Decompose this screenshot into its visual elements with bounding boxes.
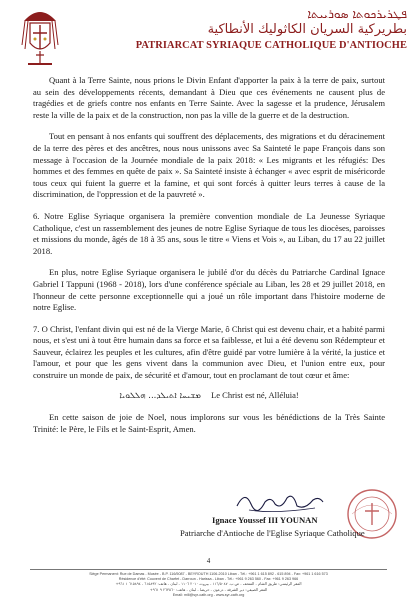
paragraph-blessing: En cette saison de joie de Noel, nous implorons sur vous les bénédictions de la Très Sainte Trinité: le Père, le Fils et le Saint-Esprit, Amen. (33, 412, 385, 434)
signatory-title: Patriarche d'Antioche de l'Eglise Syriaque Catholique (180, 528, 365, 538)
signature-block (180, 488, 400, 558)
footer-summer-fr: Résidence d'été: Couvent de Charfet - Darroun - Harissa - Liban - Tél.: +961 9 263 560 - Fax: +961 9 263 966 (118, 577, 299, 582)
paragraph-prayer: 7. O Christ, l'enfant divin qui est né de la Vierge Marie, ô Christ qui est devenu chair, et a habité parmi nous, et s'est uni à tout être humain dans sa force et sa faiblesse, et lui a été devenu son Rédempteur et Sauveur, éclairez les peuples et les cultures, afin d'être guidé par votre lumière à la vérité, la justice et l'amour, et pour que les gens vivent dans la communion avec Dieu, et l'union entre eux, pour construire un monde de paix, de sécurité et d'amour, tout en proclamant de tout cœur et âme: (33, 323, 385, 381)
paragraph-holy-land: Quant à la Terre Sainte, nous prions le Divin Enfant d'apporter la paix à la terre de paix, surtout au sein des développements récents, demandant à Dieu que ces événements ne causent plus de tragédies et de griefs contre nos enfants en Terre Sainte. Avec la sagesse et la prudence, Jérusalem reste la ville de la paix et de la construction, non pas la ville de la guerre et de la destruction. (33, 75, 385, 120)
letter-body (33, 75, 385, 445)
paragraph-jubilee: En plus, notre Eglise Syriaque organisera le jubilé d'or du décès du Patriarche Cardinal Ignace Gabriel I Tappuni (1968 - 2018), lors d'une conférence spéciale au Liban, les 28 et 29 juillet 2018, en l'honneur de cette personne exceptionnelle qui a joué un rôle important dans l'histoire moderne de notre Eglise. (33, 267, 385, 313)
footer-divider (30, 569, 387, 570)
footer-address-ar: المقر الرئيسي: طريق الشام - المتحف - ص.ب. ١١٦/٥٠٨٧ - بيروت ٢٠١٠ ١١٠٦ - لبنان - هاتف: ٦١٥٨٩٢ - ٦١٥٨٩٤ ١ ٩٦١+ (115, 582, 302, 587)
paragraph-migrants: Tout en pensant à nos enfants qui souffrent des déplacements, des migrations et du déracinement de la terre des pères et des ancêtres, nous nous unissons avec Sa Sainteté le pape François dans son message à l'occasion de la Journée mondiale de la paix 2018: « Les migrants et les réfugiés: Des hommes et des femmes en quête de paix ». Sa Sainteté insiste à échanger « avec esprit de miséricorde tous ceux qui fuient la guerre et la famine, et qui sont forcés à quitter leurs terres à cause de la discrimination, de l'oppression et de la pauvreté ». (33, 131, 385, 200)
footer-summer-ar: المقر الصيفي: دير الشرفة - درعون - حريصا - لبنان - هاتف: ٢٦٣٥٦٠ ٩ ٩٦١+ (149, 587, 268, 592)
handwritten-signature-icon (235, 488, 325, 514)
letterhead-arabic: بطريركية السريان الكاثوليك الأنطاكية (207, 22, 407, 37)
letterhead-latin: PATRIARCAT SYRIAQUE CATHOLIQUE D'ANTIOCHE (135, 40, 407, 51)
alleluia-line (33, 390, 385, 403)
footer-contact: Email: mili@syr-cath.org - www.syr-cath.org (172, 592, 245, 597)
paragraph-youth-convention: 6. Notre Eglise Syriaque organisera la première convention mondiale de La Jeunesse Syriaque Catholique, c'est un rassemblement des jeunes de notre Eglise Syriaque de tous les diocèses, paroisses et missions du monde, âgés de 18 à 35 ans, sous le titre « Viens et Vois », au Liban, du 17 au 22 juillet 2018. (33, 210, 385, 256)
letterhead-titles (112, 5, 407, 52)
alleluia-syriac: ܡܫܝܚܐ ܐܬܝܠܕ... ܗܠܠܘܝܐ (119, 390, 201, 401)
letterhead (12, 5, 412, 69)
coat-of-arms-icon (20, 5, 60, 67)
letterhead-syriac: ܦܛܪܝܪܟܘܬܐ ܣܘܪܝܝܬܐ (307, 7, 407, 21)
alleluia-french: Le Christ est né, Alléluia! (211, 389, 299, 400)
page-number: 4 (206, 557, 211, 565)
footer-address-fr: Siège Permanent: Rue de Damas - Musée - B.P. 116/5087 - BEYROUTH 1106-2010 Liban - Tél.: +961 1 615 892 - 615 894 - Fax: +961 1 616 573 (89, 572, 328, 576)
letter-footer (20, 572, 397, 598)
signatory-name: Ignace Youssef III YOUNAN (212, 515, 318, 525)
